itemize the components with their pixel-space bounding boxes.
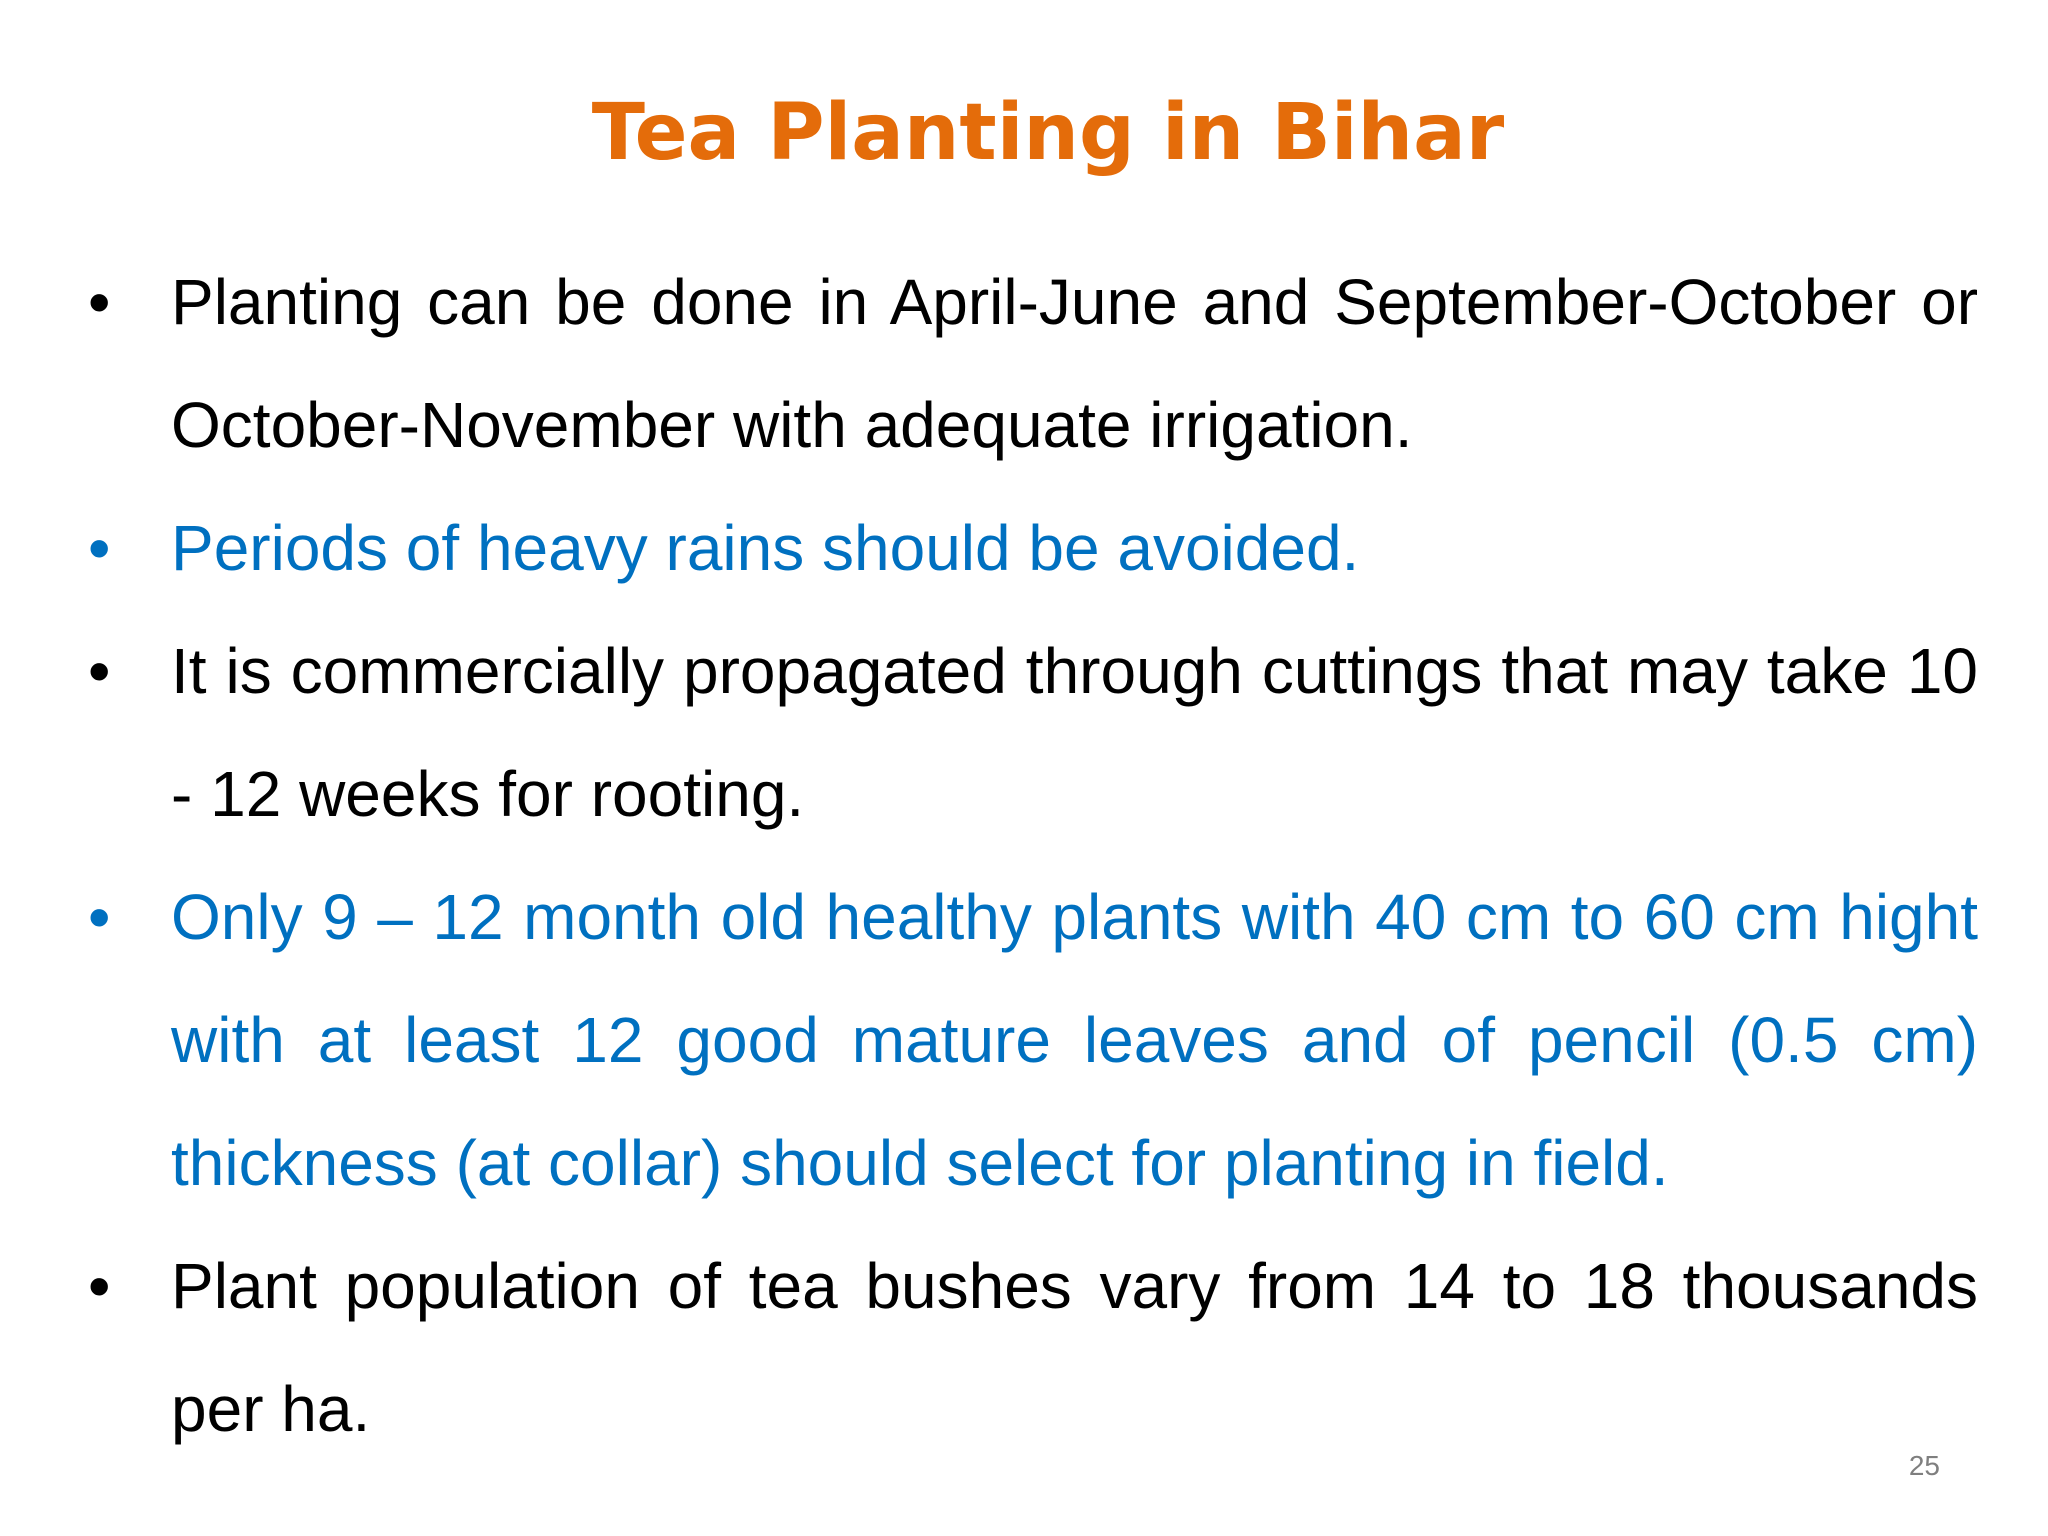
bullet-text: Plant population of tea bushes vary from 14 to 18 thousands per ha. <box>171 1250 1978 1445</box>
bullet-item-4 <box>80 856 1978 1225</box>
bullet-icon: • <box>88 881 111 953</box>
bullet-text: Planting can be done in April-June and September-October or October-November with adequate irrigation. <box>171 266 1978 461</box>
bullet-text: It is commercially propagated through cuttings that may take 10 - 12 weeks for rooting. <box>171 635 1978 830</box>
bullet-text: Only 9 – 12 month old healthy plants with 40 cm to 60 cm hight with at least 12 good mature leaves and of pencil (0.5 cm) thickness (at collar) should select for planting in field. <box>171 881 1978 1199</box>
bullet-icon: • <box>88 635 111 707</box>
bullet-text: Periods of heavy rains should be avoided. <box>171 512 1360 584</box>
bullet-item-2 <box>80 487 1978 610</box>
page-number: 25 <box>1908 1450 1940 1481</box>
bullet-icon: • <box>88 266 111 338</box>
bullet-item-5 <box>80 1225 1978 1471</box>
bullet-icon: • <box>88 1250 111 1322</box>
bullet-list <box>80 241 1978 1471</box>
slide-title: Tea Planting in Bihar <box>591 88 1505 178</box>
bullet-item-1 <box>80 241 1978 487</box>
bullet-item-3 <box>80 610 1978 856</box>
bullet-icon: • <box>88 512 111 584</box>
